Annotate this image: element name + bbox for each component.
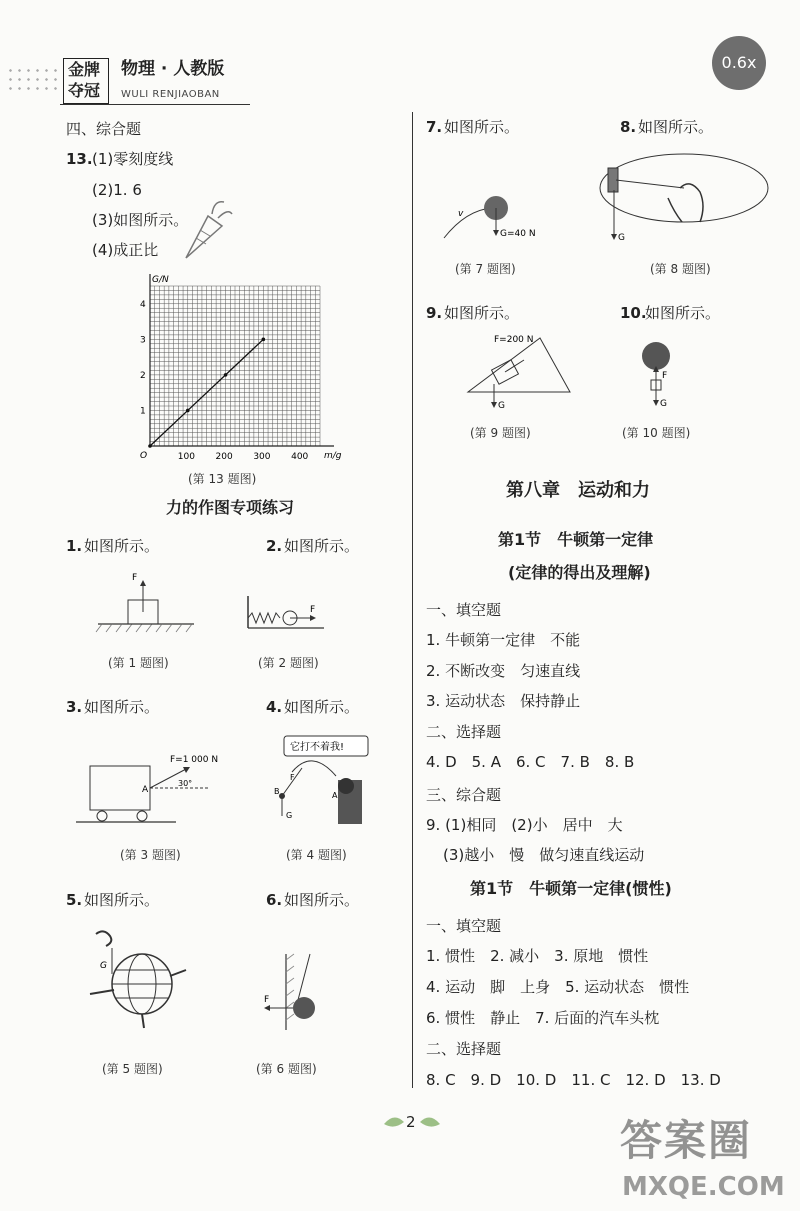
fig10-hanging-ball-diagram [634,336,684,412]
force-label: F=1 000 N [170,755,219,765]
answer-line: (3)越小 慢 做匀速直线运动 [443,846,645,864]
weight-label: G=40 N [500,229,536,239]
question-number: 7. [426,118,443,136]
answer-line: 4. 运动 脚 上身 5. 运动状态 惯性 [426,978,690,996]
y-tick-label: 2 [140,370,146,381]
y-tick-label: 1 [140,406,146,417]
question-number: 13. [66,150,93,168]
answer-line: 3. 运动状态 保持静止 [426,692,581,710]
practice-title: 力的作图专项练习 [166,498,295,517]
x-tick-label: 100 [177,452,195,462]
brand-line1: 金牌 [68,60,101,79]
question-text: 如图所示。 [645,304,721,322]
point-label: B [274,787,280,796]
question-text: 如图所示。 [444,118,520,136]
x-axis-label: m/g [324,451,342,461]
origin-label: O [140,451,148,461]
angle-label: 30° [178,779,193,788]
section-title: 第1节 牛顿第一定律 [498,530,654,549]
point-label: A [142,785,149,795]
question-number: 6. [266,891,283,909]
fig5-globe-diagram [84,924,196,1036]
point-label: A [332,791,338,800]
velocity-label: v [458,209,464,219]
figure-caption: (第 5 题图) [102,1062,163,1076]
force-label: F=200 N [494,335,534,345]
data-point [148,444,152,448]
question-number: 4. [266,698,283,716]
figure-caption: (第 13 题图) [188,472,257,486]
section-heading: 二、选择题 [426,723,502,741]
fig1-block-diagram [94,566,198,636]
question-text: 如图所示。 [638,118,714,136]
watermark-logo: 答案圈 [620,1116,753,1165]
force-label: F [264,995,270,1005]
fig8-circular-motion-diagram [594,146,774,246]
question-text: 如图所示。 [284,698,360,716]
question-number: 2. [266,537,283,555]
question-number: 5. [66,891,83,909]
figure-caption: (第 6 题图) [256,1062,317,1076]
answer-line: 1. 牛顿第一定律 不能 [426,631,581,649]
question-number: 9. [426,304,443,322]
figure-caption: (第 3 题图) [120,848,181,862]
figure-caption: (第 1 题图) [108,656,169,670]
answer-line: 9. (1)相同 (2)小 居中 大 [426,816,623,834]
header-rule [60,104,250,105]
brand-line2: 夺冠 [68,81,101,100]
section-heading: 一、填空题 [426,917,502,935]
answer-line: (1)零刻度线 [92,150,174,168]
question-number: 1. [66,537,83,555]
section-heading: 一、填空题 [426,601,502,619]
section-title: 第1节 牛顿第一定律(惯性) [470,879,672,898]
figure-caption: (第 9 题图) [470,426,531,440]
answer-line: (3)如图所示。 [92,211,189,229]
g-m-chart [138,268,348,468]
force-label: F [310,605,316,615]
question-number: 10. [620,304,647,322]
force-label: G [100,961,107,971]
x-tick-label: 400 [291,452,309,462]
figure-caption: (第 2 题图) [258,656,319,670]
data-point [186,409,190,413]
section-heading: 三、综合题 [426,786,502,804]
zoom-badge[interactable]: 0.6x [712,36,766,90]
y-axis-label: G/N [152,275,169,285]
question-text: 如图所示。 [84,698,160,716]
question-number: 3. [66,698,83,716]
fig3-cart-diagram [72,748,232,832]
question-text: 如图所示。 [84,537,160,555]
section-heading: 四、综合题 [66,120,142,138]
carrot-doodle-icon [178,196,234,266]
force-label: G [498,401,505,411]
force-label: G [286,811,293,820]
force-label: F [290,773,295,782]
force-label: F [132,573,138,583]
force-label: G [660,399,667,409]
question-text: 如图所示。 [284,891,360,909]
fig9-incline-diagram [464,328,574,414]
subject-pinyin: WULI RENJIAOBAN [121,89,220,100]
fig6-wall-ball-diagram [258,950,328,1034]
fig7-ball-diagram [436,186,556,246]
answer-line: 1. 惯性 2. 减小 3. 原地 惯性 [426,947,649,965]
figure-caption: (第 4 题图) [286,848,347,862]
question-text: 如图所示。 [444,304,520,322]
y-tick-label: 4 [140,299,146,310]
answer-line: 6. 惯性 静止 7. 后面的汽车头枕 [426,1009,660,1027]
x-tick-label: 200 [215,452,233,462]
figure-caption: (第 7 题图) [455,262,516,276]
fig2-spring-diagram [238,590,328,640]
answer-line: (4)成正比 [92,241,159,259]
answer-line: (2)1. 6 [92,181,142,199]
answer-line: 8. C 9. D 10. D 11. C 12. D 13. D [426,1071,721,1089]
force-label: F [662,371,668,381]
answer-line: 2. 不断改变 匀速直线 [426,662,581,680]
force-label: G [618,233,625,243]
fig4-cartoon-diagram [272,734,382,834]
question-text: 如图所示。 [284,537,360,555]
speech-bubble: 它打不着我! [290,742,345,753]
question-text: 如图所示。 [84,891,160,909]
figure-caption: (第 8 题图) [650,262,711,276]
data-point [262,338,266,342]
page-number: 2 [406,1113,416,1131]
section-subtitle: (定律的得出及理解) [508,563,651,582]
answer-line: 4. D 5. A 6. C 7. B 8. B [426,753,635,771]
data-point [224,373,228,377]
y-tick-label: 3 [140,335,146,346]
chapter-title: 第八章 运动和力 [506,480,650,501]
x-tick-label: 300 [253,452,271,462]
question-number: 8. [620,118,637,136]
column-divider [412,112,413,1088]
watermark-url: MXQE.COM [622,1172,785,1202]
header-dots [6,66,60,96]
subject-title: 物理 · 人教版 [121,59,225,79]
section-heading: 二、选择题 [426,1040,502,1058]
figure-caption: (第 10 题图) [622,426,691,440]
